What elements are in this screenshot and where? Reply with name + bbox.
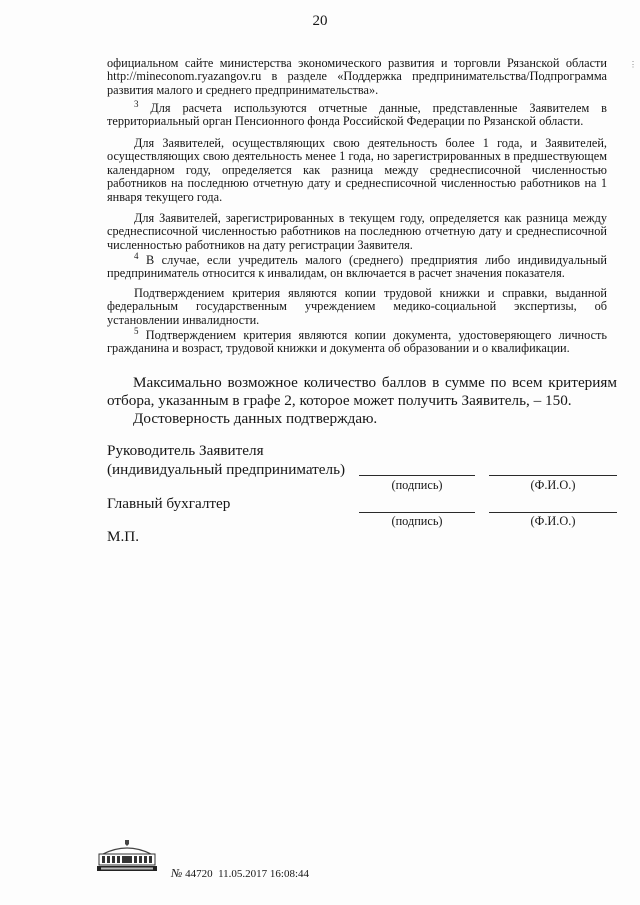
footnote-5-text-1: Подтверждением критерия являются копии документа, удостоверяющего личность гражданина и возраст, трудовой книжки и документа об образовании и о квалификации. — [107, 328, 608, 356]
footnote-4-paragraph-2 — [107, 287, 607, 327]
accountant-signature-caption: (подпись) — [391, 514, 443, 528]
footnote-continuation-text: официальном сайте министерства экономического развития и торговли Рязанской области http://mineconom.ryazangov.ru в разделе «Поддержка предпринимательства/Подпрограмма развития малого и среднего предпринимательства». — [107, 56, 607, 97]
head-name-caption: (Ф.И.О.) — [530, 478, 576, 492]
page-number: 20 — [312, 13, 328, 29]
registration-number: 44720 — [185, 868, 213, 880]
footnote-3-text-3: Для Заявителей, зарегистрированных в текущем году, определяется как разница между среднесписочной численностью работников на последнюю отчетную дату и среднесписочной численностью работников на дату регистрации Заявителя. — [107, 211, 607, 252]
head-signature-caption: (подпись) — [391, 478, 443, 492]
footnote-4-marker: 4 — [134, 250, 139, 261]
footnote-5-paragraph-1 — [107, 325, 608, 356]
head-label-line-1: Руководитель Заявителя — [107, 442, 264, 459]
footnote-4-text-1: В случае, если учредитель малого (среднего) предприятия либо индивидуальный предприниматель относится к инвалидам, он включается в расчет значения показателя. — [107, 253, 607, 281]
accountant-label: Главный бухгалтер — [107, 495, 231, 512]
footnote-3-paragraph-2 — [107, 137, 607, 204]
footnote-5-marker: 5 — [134, 325, 139, 336]
seal-placeholder: М.П. — [107, 528, 140, 545]
number-sign: № — [171, 866, 183, 880]
scan-margin-mark: ⋮ — [629, 60, 637, 69]
accountant-name-line — [489, 512, 617, 513]
footnote-2-continuation — [107, 57, 607, 97]
accountant-signature-line — [359, 512, 475, 513]
confirmation-paragraph — [107, 410, 617, 428]
max-score-paragraph — [107, 374, 617, 410]
max-score-text: Максимально возможное количество баллов в сумме по всем критериям отбора, указанным в графе 2, которое может получить Заявитель, – 150. — [107, 374, 617, 409]
footnote-4-paragraph-1 — [107, 250, 607, 281]
accountant-name-caption: (Ф.И.О.) — [530, 514, 576, 528]
footnote-3-text-2: Для Заявителей, осуществляющих свою деятельность более 1 года, и Заявителей, осуществляющих свою деятельность менее 1 года, но зарегистрированных в предшествующем календарном году, определяется как разница между среднесписочной численностью работников на последнюю отчетную дату и среднесписочной численностью работников на 1 января текущего года. — [107, 136, 607, 204]
footnote-3-paragraph-3 — [107, 212, 607, 252]
registration-datetime: 11.05.2017 16:08:44 — [218, 868, 310, 880]
registry-stamp-logo — [91, 838, 163, 874]
head-name-line — [489, 475, 617, 476]
footnote-3-paragraph-1 — [107, 98, 607, 129]
footnote-4-text-2: Подтверждением критерия являются копии трудовой книжки и справки, выданной федеральным государственным учреждением медико-социальной экспертизы, об установлении инвалидности. — [107, 286, 607, 327]
head-label-line-2: (индивидуальный предприниматель) — [107, 461, 346, 478]
confirmation-text: Достоверность данных подтверждаю. — [133, 410, 378, 427]
footnote-3-text-1: Для расчета используются отчетные данные, представленные Заявителем в территориальный орган Пенсионного фонда Российской Федерации по Рязанской области. — [107, 101, 607, 129]
footnote-3-marker: 3 — [134, 98, 139, 109]
head-signature-line — [359, 475, 475, 476]
registration-stamp — [171, 866, 309, 881]
